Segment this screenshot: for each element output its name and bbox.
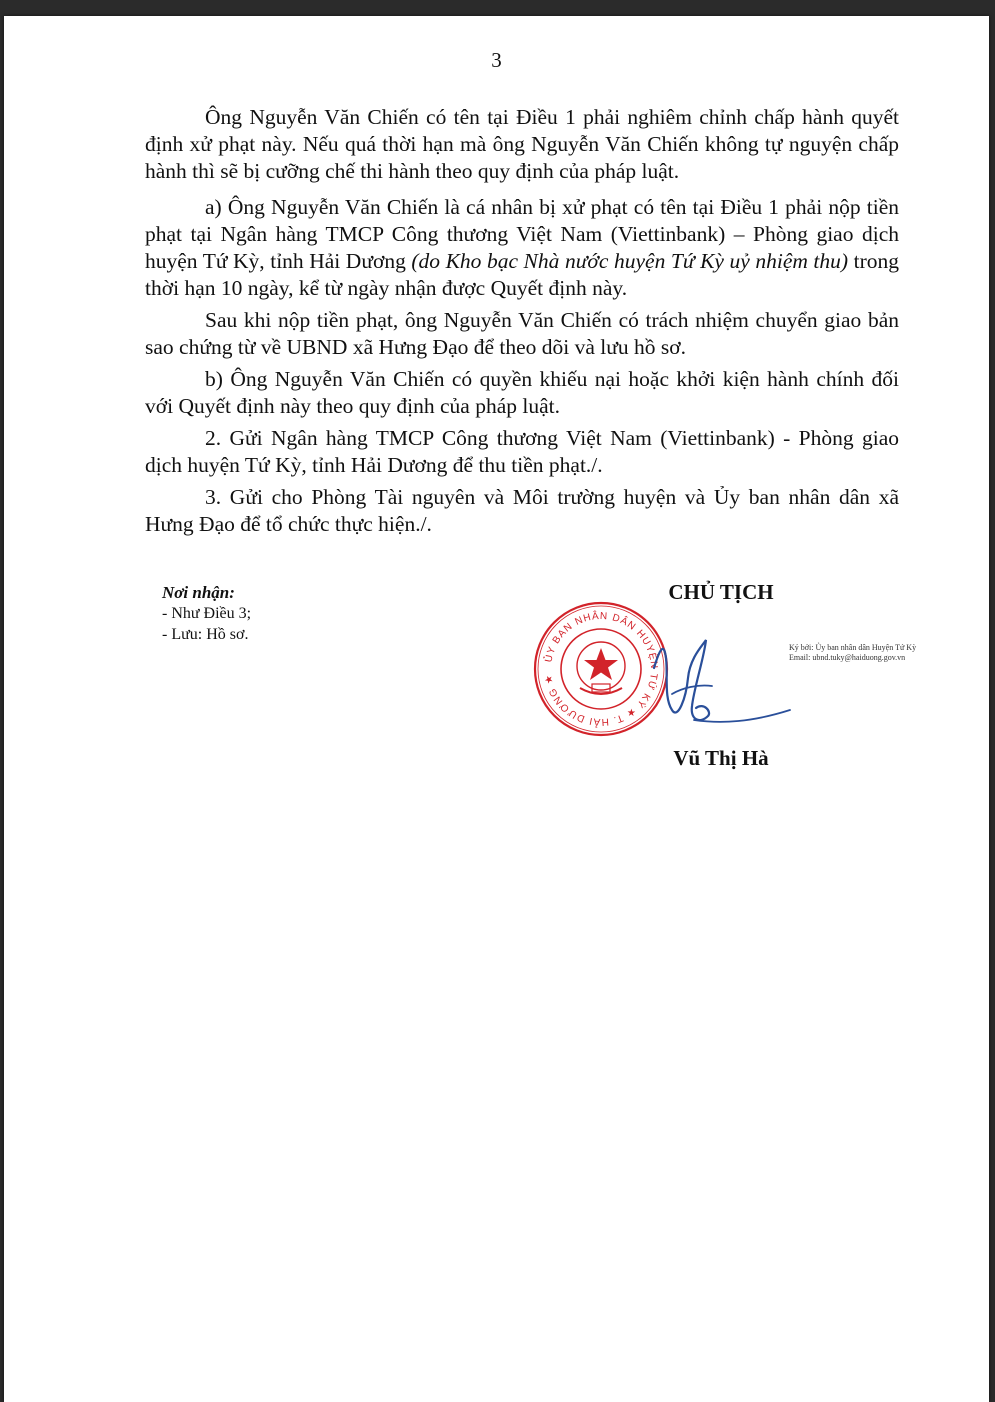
recipient-item: - Như Điều 3; (162, 605, 252, 622)
paragraph-enforcement: Ông Nguyễn Văn Chiến có tên tại Điều 1 phải nghiêm chỉnh chấp hành quyết định xử phạt này. Nếu quá thời hạn mà ông Nguyễn Văn Chiến không tự nguyện chấp hành thì sẽ bị cưỡng chế thi hành theo quy định của pháp luật. (145, 105, 899, 183)
paragraph-send-departments: 3. Gửi cho Phòng Tài nguyên và Môi trường huyện và Ủy ban nhân dân xã Hưng Đạo để tổ chức thực hiện./. (145, 485, 899, 536)
paragraph-receipt: Sau khi nộp tiền phạt, ông Nguyễn Văn Chiến có trách nhiệm chuyển giao bản sao chứng từ về UBND xã Hưng Đạo để theo dõi và lưu hồ sơ. (145, 308, 899, 359)
payment-text-end: trong thời hạn 10 ngày, kể từ ngày nhận được Quyết định này. (145, 249, 899, 300)
recipient-item: - Lưu: Hồ sơ. (162, 626, 249, 643)
digital-signed-by: Ký bởi: Ủy ban nhân dân Huyện Tứ Kỳ (789, 643, 917, 652)
payment-text-italic: (do Kho bạc Nhà nước huyện Tứ Kỳ uỷ nhiệm thu) (411, 249, 849, 273)
svg-text:ỦY BAN NHÂN DÂN HUYỆN TỨ KỲ ★: ỦY BAN NHÂN DÂN HUYỆN TỨ KỲ ★ T. HẢI DƯƠNG ★ (543, 610, 660, 728)
paragraph-send-bank: 2. Gửi Ngân hàng TMCP Công thương Việt Nam (Viettinbank) - Phòng giao dịch huyện Tứ Kỳ, tỉnh Hải Dương để thu tiền phạt./. (145, 426, 899, 477)
document-body (145, 104, 899, 547)
document-page (4, 16, 989, 1402)
recipients-heading: Nơi nhận: (162, 583, 235, 602)
recipients-block (162, 582, 251, 645)
paragraph-complaint: b) Ông Nguyễn Văn Chiến có quyền khiếu nại hoặc khởi kiện hành chính đối với Quyết định này theo quy định của pháp luật. (145, 367, 899, 418)
payment-text-start: a) Ông Nguyễn Văn Chiến là cá nhân bị xử phạt có tên tại Điều 1 phải nộp tiền phạt tại Ngân hàng TMCP Công thương Việt Nam (Viettinbank) – Phòng giao dịch huyện Tứ Kỳ, tỉnh Hải Dương (145, 195, 899, 273)
paragraph-payment (145, 194, 899, 302)
digital-signature-email: Email: ubnd.tuky@haiduong.gov.vn (789, 653, 906, 662)
signer-name: Vũ Thị Hà (673, 746, 769, 770)
page-number: 3 (491, 48, 502, 72)
digital-signature-info (789, 643, 916, 663)
signer-title: CHỦ TỊCH (668, 580, 774, 604)
handwritten-signature-icon (642, 628, 792, 738)
